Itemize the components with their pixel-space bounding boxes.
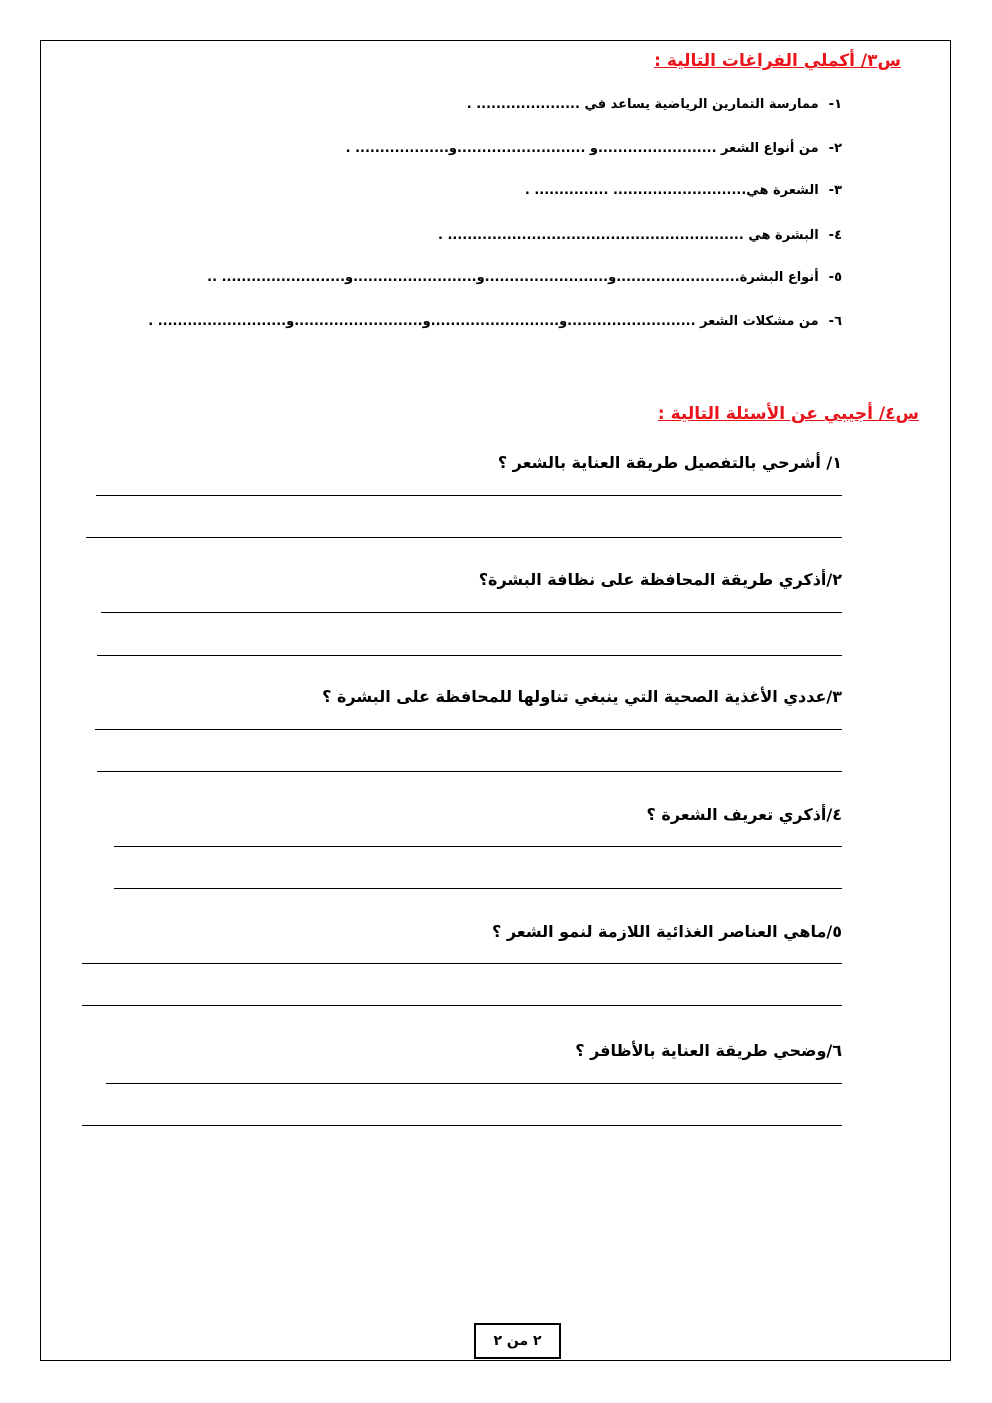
fill-item-1 (467, 97, 842, 112)
fill-item-text: من مشكلات الشعر ..........................و..........................و..........................و.......................... . (148, 314, 819, 329)
page-number-label: ٢ من ٢ (493, 1333, 542, 1349)
answer-line[interactable] (101, 612, 842, 613)
fill-item-2 (346, 141, 842, 156)
question-3: ٣/عددي الأغذية الصحية التي ينبغي تناولها للمحافظة على البشرة ؟ (322, 687, 842, 706)
answer-line[interactable] (86, 537, 842, 538)
answer-line[interactable] (106, 1083, 842, 1084)
page-number (474, 1323, 561, 1359)
answer-line[interactable] (114, 846, 842, 847)
answer-line[interactable] (97, 771, 842, 772)
fill-item-number: ٢- (828, 141, 842, 156)
fill-item-text: البشرة هي ............................................................ . (438, 228, 819, 243)
answer-line[interactable] (82, 963, 842, 964)
fill-item-number: ٤- (828, 228, 842, 243)
fill-item-3 (525, 183, 842, 198)
fill-item-number: ٣- (828, 183, 842, 198)
fill-item-text: أنواع البشرة.........................و.........................و.........................و......................... .. (207, 270, 819, 285)
fill-item-text: ممارسة التمارين الرياضية يساعد في ..................... . (466, 97, 819, 112)
section4-title: س٤/ أجيبي عن الأسئلة التالية : (657, 404, 919, 424)
fill-item-5 (207, 270, 842, 285)
fill-item-4 (438, 228, 842, 243)
question-6: ٦/وضحي طريقة العناية بالأظافر ؟ (575, 1041, 842, 1060)
question-2: ٢/أذكري طريقة المحافظة على نظافة البشرة؟ (478, 570, 842, 589)
answer-line[interactable] (96, 495, 842, 496)
section3-title: س٣/ أكملي الفراغات التالية : (654, 51, 901, 71)
question-5: ٥/ماهي العناصر الغذائية اللازمة لنمو الشعر ؟ (492, 922, 842, 941)
answer-line[interactable] (97, 655, 842, 656)
answer-line[interactable] (82, 1125, 842, 1126)
question-4: ٤/أذكري تعريف الشعرة ؟ (646, 805, 842, 824)
fill-item-number: ٦- (828, 314, 842, 329)
fill-item-number: ١- (828, 97, 842, 112)
answer-line[interactable] (114, 888, 842, 889)
fill-item-6 (148, 314, 842, 329)
answer-line[interactable] (82, 1005, 842, 1006)
question-1: ١/ أشرحي بالتفصيل طريقة العناية بالشعر ؟ (497, 453, 842, 472)
fill-item-text: من أنواع الشعر ........................و ..........................و................... . (345, 141, 819, 156)
answer-line[interactable] (95, 729, 842, 730)
fill-item-text: الشعرة هي........................... ............... . (524, 183, 819, 198)
fill-item-number: ٥- (828, 270, 842, 285)
